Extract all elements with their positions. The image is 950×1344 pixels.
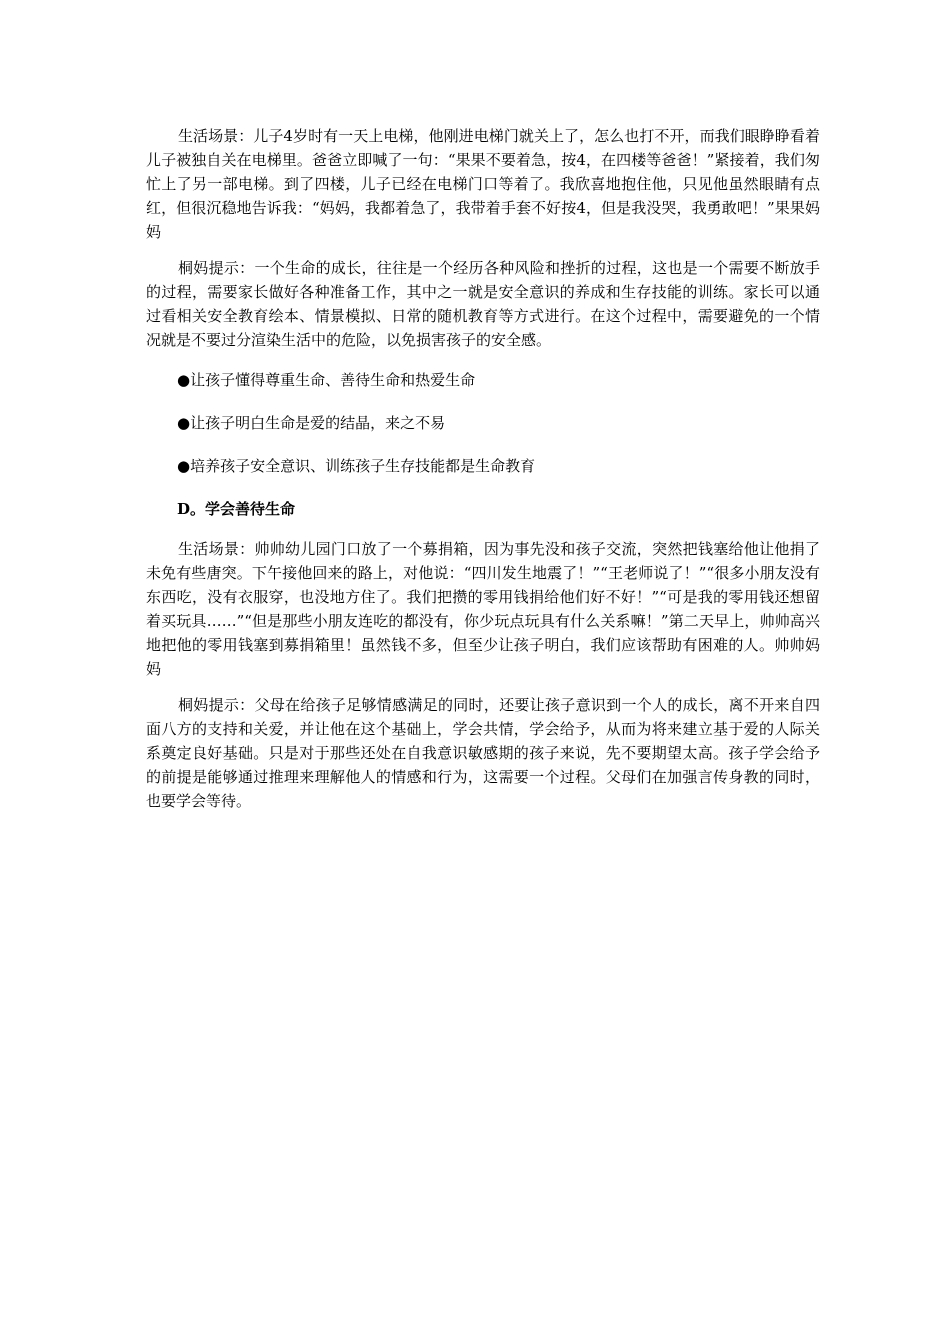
bullet-respect-life: ●让孩子懂得尊重生命、善待生命和热爱生命 [177,371,476,389]
paragraph-tip-safety: 桐妈提示：一个生命的成长，往往是一个经历各种风险和挫折的过程，这也是一个需要不断放手的过程，需要家长做好各种准备工作，其中之一就是安全意识的养成和生存技能的训练。家长可以通过看相关安全教育绘本、情景模拟、日常的随机教育等方式进行。在这个过程中，需要避免的一个情况就是不要过分渲染生活中的危险，以免损害孩子的安全感。 [146,259,820,349]
document-page [146,124,820,825]
paragraph-tip-empathy: 桐妈提示：父母在给孩子足够情感满足的同时，还要让孩子意识到一个人的成长，离不开来自四面八方的支持和关爱，并让他在这个基础上，学会共情，学会给予，从而为将来建立基于爱的人际关系奠定良好基础。只是对于那些还处在自我意识敏感期的孩子来说，先不要期望太高。孩子学会给予的前提是能够通过推理来理解他人的情感和行为，这需要一个过程。父母们在加强言传身教的同时，也要学会等待。 [146,696,820,810]
paragraph-elevator-story: 生活场景：儿子4岁时有一天上电梯，他刚进电梯门就关上了，怎么也打不开，而我们眼睁睁看着儿子被独自关在电梯里。爸爸立即喊了一句：“果果不要着急，按4，在四楼等爸爸！”紧接着，我们匆忙上了另一部电梯。到了四楼，儿子已经在电梯门口等着了。我欣喜地抱住他，只见他虽然眼睛有点红，但很沉稳地告诉我：“妈妈，我都着急了，我带着手套不好按4，但是我没哭，我勇敢吧！”果果妈妈 [146,127,820,241]
section-heading: D。学会善待生命 [177,500,296,518]
bullet-safety-education: ●培养孩子安全意识、训练孩子生存技能都是生命教育 [177,457,536,475]
paragraph-donation-story: 生活场景：帅帅幼儿园门口放了一个募捐箱，因为事先没和孩子交流，突然把钱塞给他让他捐了未免有些唐突。下午接他回来的路上，对他说：“四川发生地震了！”“王老师说了！”“很多小朋友没有东西吃，没有衣服穿，也没地方住了。我们把攒的零用钱捐给他们好不好！”“可是我的零用钱还想留着买玩具……”“但是那些小朋友连吃的都没有，你少玩点玩具有什么关系嘛！”第二天早上，帅帅高兴地把他的零用钱塞到募捐箱里！虽然钱不多，但至少让孩子明白，我们应该帮助有困难的人。帅帅妈妈 [146,540,820,678]
bullet-life-from-love: ●让孩子明白生命是爱的结晶，来之不易 [177,414,446,432]
